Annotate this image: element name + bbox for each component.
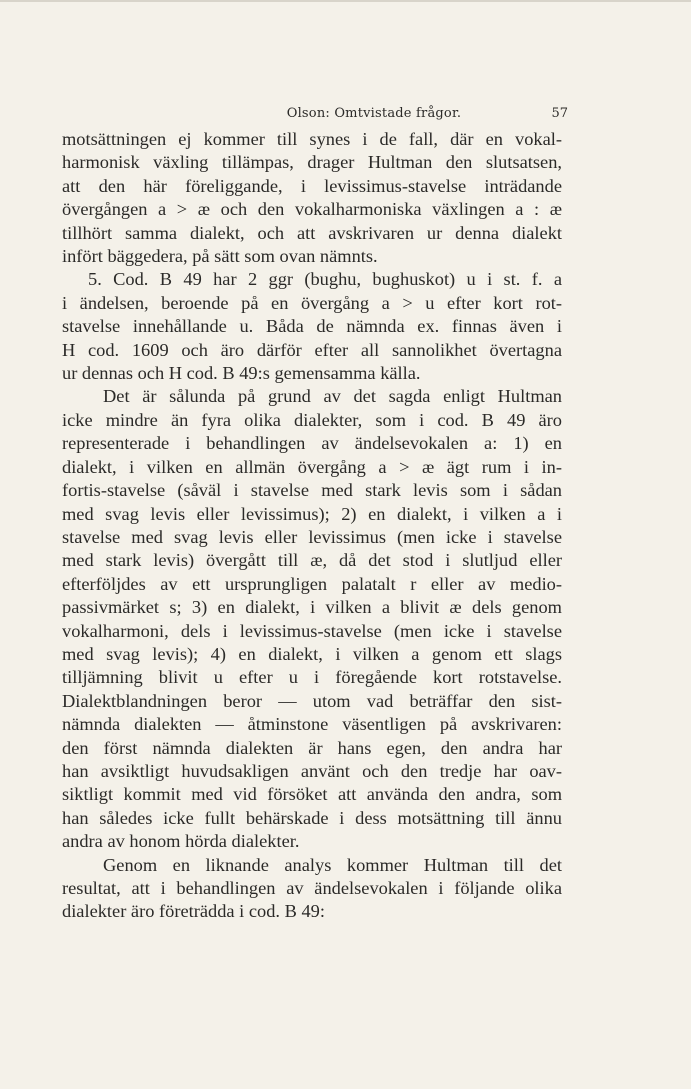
page-number: 57 xyxy=(551,106,568,121)
text-line: andra av honom hörda dialekter. xyxy=(62,831,300,852)
text-line: ur dennas och H cod. B 49:s gemensamma källa. xyxy=(62,363,421,384)
text-line: stavelse med svag levis eller levissimus (men icke i stavelse xyxy=(62,526,562,547)
text-line: han således icke fullt behärskade i dess motsättning till ännu xyxy=(62,807,562,828)
text-line: passivmärket s; 3) en dialekt, i vilken a blivit æ dels genom xyxy=(62,597,562,618)
text-line: stavelse innehållande u. Båda de nämnda ex. finnas även i xyxy=(62,316,562,337)
text-line: i ändelsen, beroende på en övergång a > u efter kort rot- xyxy=(62,292,562,313)
text-line: fortis-stavelse (såväl i stavelse med stark levis som i sådan xyxy=(62,480,562,501)
text-line: H cod. 1609 och äro därför efter all sannolikhet övertagna xyxy=(62,339,562,360)
text-line: tillhört samma dialekt, och att avskrivaren ur denna dialekt xyxy=(62,222,562,243)
text-line: Dialektblandningen beror — utom vad beträffar den sist- xyxy=(62,690,562,711)
text-line: Genom en liknande analys kommer Hultman till det xyxy=(103,854,562,875)
text-line: dialekter äro företrädda i cod. B 49: xyxy=(62,901,325,922)
body-text xyxy=(62,128,562,924)
text-line: nämnda dialekten — åtminstone väsentligen på avskrivaren: xyxy=(62,714,562,735)
text-line: med svag levis); 4) en dialekt, i vilken a genom ett slags xyxy=(62,643,562,664)
text-line: representerade i behandlingen av ändelsevokalen a: 1) en xyxy=(62,433,562,454)
text-line: Det är sålunda på grund av det sagda enligt Hultman xyxy=(103,386,562,407)
text-line: vokalharmoni, dels i levissimus-stavelse (men icke i stavelse xyxy=(62,620,562,641)
text-line: 5. Cod. B 49 har 2 ggr (bughu, bughuskot) u i st. f. a xyxy=(88,269,562,290)
text-line: den först nämnda dialekten är hans egen, den andra har xyxy=(62,737,562,758)
text-line: motsättningen ej kommer till synes i de fall, där en vokal- xyxy=(62,129,562,149)
running-header xyxy=(62,106,542,121)
text-line: han avsiktligt huvudsakligen använt och den tredje har oav- xyxy=(62,760,562,781)
text-line: resultat, att i behandlingen av ändelsevokalen i följande olika xyxy=(62,878,562,898)
text-line: med stark levis) övergått till æ, då det stod i slutljud eller xyxy=(62,550,562,571)
text-line: siktligt kommit med vid försöket att använda den andra, som xyxy=(62,784,562,805)
text-line: tilljämning blivit u efter u i föregående kort rotstavelse. xyxy=(62,667,562,688)
text-line: infört bäggedera, på sätt som ovan nämnts. xyxy=(62,246,378,267)
text-line: dialekt, i vilken en allmän övergång a > æ ägt rum i in- xyxy=(62,456,562,477)
text-line: med svag levis eller levissimus); 2) en dialekt, i vilken a i xyxy=(62,503,562,524)
text-line: övergången a > æ och den vokalharmoniska växlingen a : æ xyxy=(62,199,562,220)
text-line: efterföljdes av ett ursprungligen palatalt r eller av medio- xyxy=(62,573,562,594)
text-line: att den här föreliggande, i levissimus-stavelse inträdande xyxy=(62,175,562,196)
text-line: icke mindre än fyra olika dialekter, som i cod. B 49 äro xyxy=(62,409,562,430)
text-line: harmonisk växling tillämpas, drager Hultman den slutsatsen, xyxy=(62,152,562,173)
running-title: Olson: Omtvistade frågor. xyxy=(286,106,462,121)
